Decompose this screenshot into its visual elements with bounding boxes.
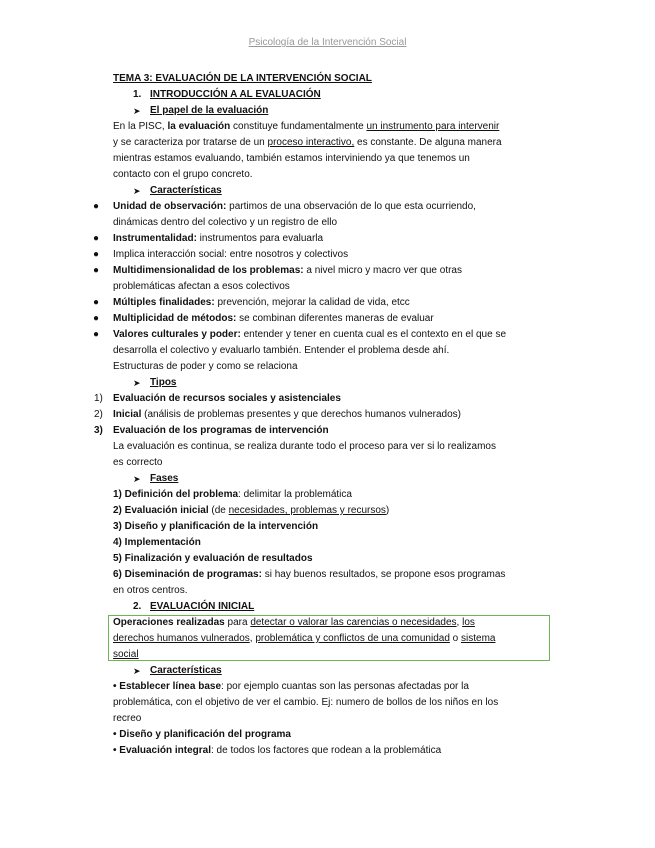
text: (análisis de problemas presentes y que derechos humanos vulnerados) [141, 409, 461, 420]
text: prevención, mejorar la calidad de vida, etcc [214, 297, 410, 308]
text: constituye fundamentalmente [230, 121, 367, 132]
text-bold: Múltiples finalidades: [113, 297, 215, 308]
list-item [0, 199, 655, 215]
text-underlined: necesidades, problemas y recursos [228, 505, 386, 516]
text: y se caracteriza por tratarse de un [113, 137, 268, 148]
text-bold: Evaluación de los programas de intervención [113, 425, 329, 436]
highlight-box [108, 615, 550, 661]
characteristic-item: • Diseño y planificación del programa [113, 729, 291, 740]
text: ) [385, 505, 390, 516]
paragraph-line: mientras estamos evaluando, también estamos interviniendo ya que tenemos un [113, 153, 470, 164]
text: instrumentos para evaluarla [196, 233, 324, 244]
text: entender y tener en cuenta cual es el contexto en el que se [240, 329, 507, 340]
subheading-papel [0, 103, 655, 119]
text-bold: 1) Definición del problema [113, 489, 239, 500]
section-1-heading [0, 87, 655, 103]
arrow-icon: ➤ [133, 106, 141, 116]
paragraph-line: contacto con el grupo concreto. [113, 169, 253, 180]
text-bold: Instrumentalidad: [113, 233, 197, 244]
text: partimos de una observación de lo que esta ocurriendo, [226, 201, 476, 212]
section-2-number: 2. [133, 601, 142, 612]
list-item-continuation: desarrolla el colectivo y evaluarlo también. Entender el problema desde ahí. [113, 345, 450, 356]
list-item-continuation: problemáticas afectan a esos colectivos [113, 281, 290, 292]
subheading-tipos-title: Tipos [150, 377, 177, 388]
list-item [0, 263, 655, 279]
text-underlined: un instrumento para intervenir [366, 121, 500, 132]
text: En la PISC, [113, 121, 168, 132]
phase-item [0, 567, 655, 583]
subheading-caracteristicas-2 [0, 663, 655, 679]
arrow-icon: ➤ [133, 474, 141, 484]
subheading-caracteristicas-title: Características [150, 185, 222, 196]
bullet-icon: ● [93, 201, 100, 212]
text: para [224, 617, 251, 628]
bullet-icon: ● [93, 265, 100, 276]
arrow-icon: ➤ [133, 186, 141, 196]
text-bold: Evaluación de recursos sociales y asistenciales [113, 393, 341, 404]
phase-item: 4) Implementación [113, 537, 201, 548]
page-header: Psicología de la Intervención Social [248, 37, 407, 48]
characteristic-item [0, 743, 655, 759]
phase-item [0, 503, 655, 519]
list-item [0, 327, 655, 343]
text: es constante. De alguna manera [354, 137, 502, 148]
bullet-icon: ● [93, 233, 100, 244]
bullet-icon: ● [93, 297, 100, 308]
tema-title: TEMA 3: EVALUACIÓN DE LA INTERVENCIÓN SOCIAL [113, 73, 372, 84]
item-number: 2) [94, 409, 103, 420]
arrow-icon: ➤ [133, 666, 141, 676]
paragraph-line: es correcto [113, 457, 163, 468]
subheading-tipos [0, 375, 655, 391]
text-bold: Multiplicidad de métodos: [113, 313, 237, 324]
list-item [0, 247, 655, 263]
text-bold: Unidad de observación: [113, 201, 227, 212]
arrow-icon: ➤ [133, 378, 141, 388]
text-underlined: derechos humanos vulnerados [113, 633, 250, 644]
phase-item-continuation: en otros centros. [113, 585, 188, 596]
text-bold: • Establecer línea base [113, 681, 222, 692]
bullet-icon: ● [93, 249, 100, 260]
text-bold: 6) Diseminación de programas: [113, 569, 262, 580]
subheading-papel-title: El papel de la evaluación [150, 105, 269, 116]
characteristic-item [0, 679, 655, 695]
item-number: 1) [94, 393, 103, 404]
text: Implica interacción social: entre nosotros y colectivos [113, 249, 349, 260]
text: (de [208, 505, 229, 516]
text-bold: Valores culturales y poder: [113, 329, 241, 340]
paragraph-line [0, 119, 655, 135]
phase-item [0, 487, 655, 503]
text-bold: 2) Evaluación inicial [113, 505, 209, 516]
numbered-item [0, 391, 655, 407]
text-underlined: detectar o valorar las carencias o necesidades [250, 617, 457, 628]
text-underlined: social [113, 649, 139, 660]
text-underlined: problemática y conflictos de una comunidad [255, 633, 450, 644]
section-1-number: 1. [133, 89, 142, 100]
text-bold: Inicial [113, 409, 142, 420]
numbered-item [0, 423, 655, 439]
text: a nivel micro y macro ver que otras [303, 265, 462, 276]
item-number: 3) [94, 425, 103, 436]
subheading-fases-title: Fases [150, 473, 179, 484]
section-2-heading [0, 599, 655, 615]
section-2-title: EVALUACIÓN INICIAL [150, 601, 255, 612]
section-1-title: INTRODUCCIÓN A AL EVALUACIÓN [150, 89, 321, 100]
text: : de todos los factores que rodean a la problemática [210, 745, 442, 756]
text-underlined: los [462, 617, 475, 628]
text: se combinan diferentes maneras de evaluar [236, 313, 434, 324]
text: o [449, 633, 462, 644]
text-underlined: proceso interactivo, [267, 137, 355, 148]
phase-item: 3) Diseño y planificación de la intervención [113, 521, 319, 532]
subheading-caracteristicas-2-title: Características [150, 665, 222, 676]
text-bold: la evaluación [167, 121, 231, 132]
list-item-continuation: dinámicas dentro del colectivo y un registro de ello [113, 217, 338, 228]
list-item [0, 231, 655, 247]
phase-item: 5) Finalización y evaluación de resultados [113, 553, 313, 564]
text-bold: Operaciones realizadas [113, 617, 225, 628]
characteristic-item-continuation: problemática, con el objetivo de ver el cambio. Ej: numero de bollos de los niños en los [113, 697, 499, 708]
numbered-item [0, 407, 655, 423]
paragraph-line [0, 135, 655, 151]
bullet-icon: ● [93, 313, 100, 324]
text-bold: • Evaluación integral [113, 745, 211, 756]
characteristic-item-continuation: recreo [113, 713, 142, 724]
list-item-continuation: Estructuras de poder y como se relaciona [113, 361, 298, 372]
list-item [0, 311, 655, 327]
text-bold: Multidimensionalidad de los problemas: [113, 265, 304, 276]
text: si hay buenos resultados, se propone esos programas [261, 569, 506, 580]
text: , [456, 617, 463, 628]
paragraph-line: La evaluación es continua, se realiza durante todo el proceso para ver si lo realizamos [113, 441, 496, 452]
subheading-fases [0, 471, 655, 487]
text-underlined: sistema [461, 633, 496, 644]
text: : delimitar la problemática [238, 489, 352, 500]
text: , [249, 633, 256, 644]
subheading-caracteristicas [0, 183, 655, 199]
list-item [0, 295, 655, 311]
text: : por ejemplo cuantas son las personas afectadas por la [221, 681, 469, 692]
bullet-icon: ● [93, 329, 100, 340]
